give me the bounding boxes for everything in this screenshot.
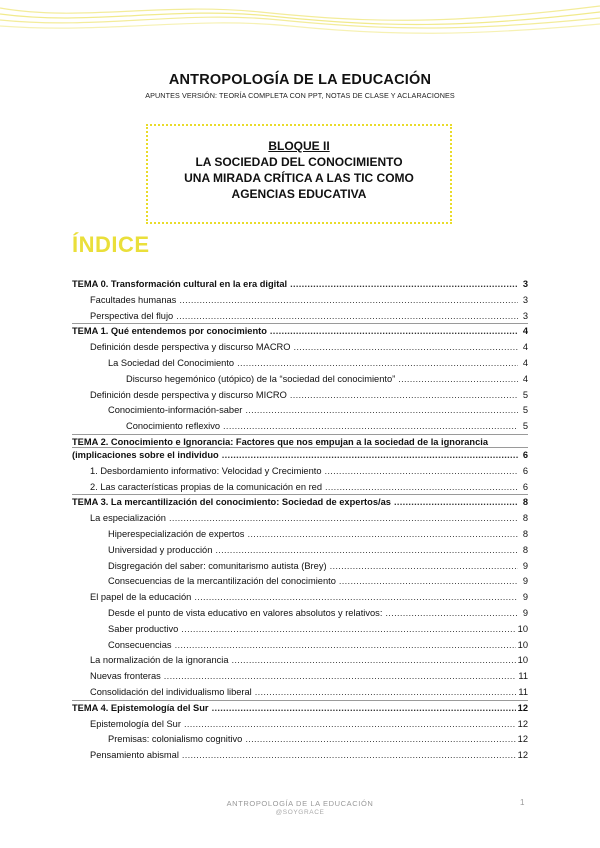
toc-entry-link[interactable] [72,591,528,603]
toc-entry-link[interactable] [72,404,528,416]
toc-entry-label: Definición desde perspectiva y discurso MICRO [90,389,287,400]
toc-entry-link[interactable] [72,686,528,698]
toc-entry-label: La normalización de la ignorancia [90,655,229,666]
toc-leader-dots [293,341,518,353]
toc-entry-link[interactable] [72,528,528,540]
toc-separator [72,447,528,448]
toc-entry-page: 10 [517,639,528,650]
toc-leader-dots [232,654,516,666]
toc-entry-page: 4 [522,358,528,368]
toc-entry-link[interactable] [72,654,528,666]
toc-entry-label: Premisas: colonialismo cognitivo [108,734,243,745]
toc-entry-page: 3 [522,310,528,321]
block-line-2: UNA MIRADA CRÍTICA A LAS TIC COMO [184,171,414,185]
toc-entry-page: 8 [522,544,528,555]
toc-leader-dots [245,404,518,416]
toc-entry-label: Disgregación del saber: comunitarismo autista (Brey) [108,560,327,571]
toc-entry-link[interactable] [72,373,528,385]
toc-entry-link[interactable] [72,294,528,306]
toc-entry-page: 9 [522,560,528,571]
toc-leader-dots [176,310,518,322]
toc-entry-page: 8 [522,497,528,508]
toc-entry-page: 10 [517,623,528,634]
toc-entry-label: Desde el punto de vista educativo en valores absolutos y relativos: [108,608,383,618]
toc-entry-label: Pensamiento abismal [90,750,179,761]
toc-entry-link[interactable] [72,718,528,730]
toc-entry-label: Perspectiva del flujo [90,310,174,321]
toc-leader-dots [385,607,518,619]
toc-entry-page: 12 [517,718,528,729]
toc-entry-link[interactable] [72,623,528,635]
toc-entry-page: 6 [522,465,528,476]
toc-entry-label: TEMA 3. La mercantilización del conocimiento: Sociedad de expertos/as [72,497,391,508]
toc-entry-page: 9 [522,608,528,618]
toc-entry-link[interactable] [72,389,528,401]
toc-entry-label: TEMA 2. Conocimiento e Ignorancia: Factores que nos empujan a la sociedad de la ignorancia [72,437,489,447]
toc-leader-dots [194,591,518,603]
toc-entry-page: 3 [522,279,528,289]
toc-leader-dots [237,357,518,369]
toc-entry-link[interactable] [72,544,528,556]
toc-chapter-link[interactable] [72,496,528,508]
toc-entry-page: 9 [522,576,528,587]
toc-entry-page: 10 [517,655,528,666]
toc-leader-dots [245,733,515,745]
toc-leader-dots [164,670,517,682]
toc-entry-page: 8 [522,529,528,539]
toc-separator [72,323,528,324]
toc-chapter-link[interactable] [72,278,528,290]
toc-entry-page: 12 [517,734,528,745]
toc-entry-link[interactable] [72,749,528,761]
toc-entry-label: Universidad y producción [108,544,213,555]
toc-entry-page: 5 [522,389,528,400]
toc-entry-label: Conocimiento reflexivo [126,421,221,432]
toc-entry-label: Saber productivo [108,623,179,634]
toc-entry-page: 4 [522,373,528,384]
toc-leader-dots [398,373,518,385]
toc-leader-dots [182,749,516,761]
toc-leader-dots [394,496,518,508]
toc-leader-dots [247,528,518,540]
toc-leader-dots [290,278,518,290]
block-box [146,124,452,224]
toc-leader-dots [325,465,518,477]
toc-entry-label: Conocimiento-información-saber [108,405,243,416]
toc-separator [72,494,528,495]
toc-entry-page: 5 [522,405,528,416]
toc-entry-link[interactable] [72,341,528,353]
toc-entry-label: TEMA 0. Transformación cultural en la era digital [72,279,288,289]
toc-entry-label: La especialización [90,513,166,524]
toc-entry-page: 5 [522,421,528,432]
toc-entry-page: 9 [522,592,528,603]
toc-leader-dots [215,544,518,556]
toc-entry-link[interactable] [72,670,528,682]
footer-title: ANTROPOLOGÍA DE LA EDUCACIÓN [226,799,374,808]
toc-leader-dots [181,623,515,635]
toc-entry-link[interactable] [72,465,528,477]
toc-entry-page: 4 [522,326,528,337]
toc-entry-label: Consecuencias de la mercantilización del conocimiento [108,576,336,587]
toc-leader-dots [223,420,518,432]
toc-entry-page: 12 [517,702,528,713]
toc-entry-link[interactable] [72,310,528,322]
toc-entry-link[interactable] [72,607,528,619]
toc-entry-page: 8 [522,513,528,524]
toc-entry-link[interactable] [72,733,528,745]
toc-entry-link[interactable] [72,560,528,572]
toc-entry-label: (implicaciones sobre el individuo [72,450,219,460]
toc-leader-dots [255,686,517,698]
toc-entry-label: Discurso hegemónico (utópico) de la “sociedad del conocimiento” [126,373,396,384]
toc-entry-link[interactable] [72,481,528,493]
block-label: BLOQUE II [268,139,330,153]
toc-entry-label: Hiperespecialización de expertos [108,529,245,539]
toc-leader-dots [290,389,518,401]
toc-entry-label: El papel de la educación [90,592,192,603]
toc-entry-page: 12 [517,750,528,761]
toc-separator [72,434,528,435]
toc-entry-label: 2. Las características propias de la comunicación en red [90,481,323,492]
toc-entry-label: Facultades humanas [90,294,177,305]
toc-chapter-link[interactable] [72,325,528,337]
toc-leader-dots [212,702,516,714]
toc-entry-label: Definición desde perspectiva y discurso MACRO [90,342,291,353]
toc-entry-page: 11 [518,671,528,682]
toc-entry-label: Consolidación del individualismo liberal [90,687,252,697]
toc-entry-page: 6 [522,481,528,492]
document-title: ANTROPOLOGÍA DE LA EDUCACIÓN [168,72,432,88]
toc-leader-dots [179,294,518,306]
toc-entry-page: 11 [518,687,528,697]
toc-entry-label: Epistemología del Sur [90,718,181,729]
toc-entry-label: TEMA 1. Qué entendemos por conocimiento [72,326,267,337]
toc-entry-label: Consecuencias [108,639,172,650]
block-line-1: LA SOCIEDAD DEL CONOCIMIENTO [195,155,403,169]
toc-leader-dots [175,639,516,651]
toc-leader-dots [339,575,518,587]
toc-leader-dots [184,718,516,730]
page-number: 1 [520,798,525,807]
toc-leader-dots [330,560,518,572]
footer-handle: @SOYGRACE [275,809,325,816]
toc-entry-link[interactable] [72,575,528,587]
index-heading: ÍNDICE [72,232,150,257]
toc-entry-page: 4 [522,342,528,353]
toc-entry-label: La Sociedad del Conocimiento [108,358,235,368]
decorative-waves [0,0,600,42]
toc-separator [72,700,528,701]
toc-entry-link[interactable] [72,357,528,369]
toc-chapter-link[interactable] [72,449,528,461]
toc-leader-dots [325,481,518,493]
block-line-3: AGENCIAS EDUCATIVA [231,187,367,201]
toc-leader-dots [270,325,518,337]
toc-entry-label: TEMA 4. Epistemología del Sur [72,702,209,713]
toc-entry-link[interactable] [72,420,528,432]
toc-leader-dots [169,512,518,524]
toc-chapter-link[interactable] [72,702,528,714]
toc-entry-link[interactable] [72,512,528,524]
toc-entry-label: 1. Desbordamiento informativo: Velocidad y Crecimiento [90,465,322,476]
toc-leader-dots [222,449,518,461]
toc-entry-link[interactable] [72,639,528,651]
document-subtitle: APUNTES VERSIÓN: TEORÍA COMPLETA CON PPT, NOTAS DE CLASE Y ACLARACIONES [145,91,455,100]
toc-entry-page: 3 [522,294,528,305]
toc-entry-page: 6 [522,450,528,460]
toc-entry-label: Nuevas fronteras [90,671,161,682]
